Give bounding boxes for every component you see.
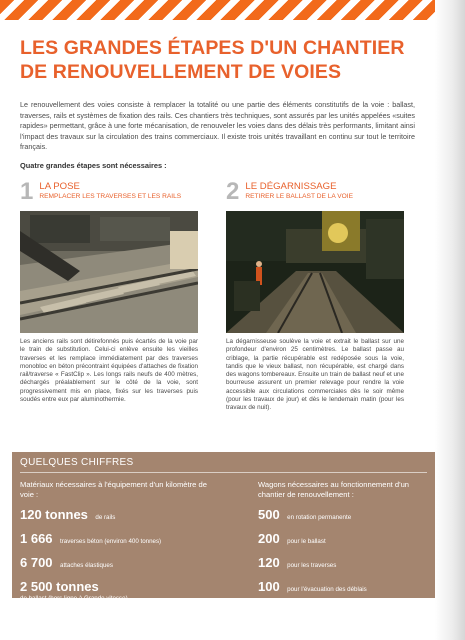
page-title-line-2: DE RENOUVELLEMENT DE VOIES xyxy=(20,61,342,83)
wagons-column xyxy=(258,480,428,626)
step-heading xyxy=(245,180,353,201)
step-title: LA POSE xyxy=(39,181,80,192)
figure-item xyxy=(20,578,220,602)
step-number: 1 xyxy=(20,178,34,205)
figure-label: de rails xyxy=(95,514,116,521)
figure-label: pour l'évacuation des déblais xyxy=(287,586,367,593)
figure-value: 500 xyxy=(258,507,280,522)
key-figures-divider xyxy=(20,472,427,473)
figure-item xyxy=(20,530,220,548)
figure-item xyxy=(20,554,220,572)
figure-item xyxy=(258,602,428,620)
step-title: LE DÉGARNISSAGE xyxy=(245,181,337,192)
page-edge-shadow xyxy=(435,0,465,640)
figure-value: 1 666 xyxy=(20,531,53,546)
figure-label: pour le ballast xyxy=(287,538,326,545)
figure-label: en rotation permanente xyxy=(287,514,352,521)
wagons-heading: Wagons nécessaires au fonctionnement d'un chantier de renouvellement : xyxy=(258,480,410,499)
figure-item xyxy=(258,554,428,572)
intro-paragraph: Le renouvellement des voies consiste à remplacer la totalité ou une partie des éléments constitutifs de la voie : ballast, traverses, rails et systèmes de fixation des rails. Ces chantiers très techniques, sont assurés par les unités appelées «suites rapides» permettant, grâce à une forte mécanisation, de renouveler les voies dans des délais très performants, limitant ainsi l'impact des travaux sur la circulation des trains commerciaux. Il existe trois unités travaillant en continu sur tout le territoire français. xyxy=(20,100,415,151)
figure-value: 100 xyxy=(258,579,280,594)
figure-value: 2 500 tonnes xyxy=(20,579,99,594)
step-header xyxy=(226,180,404,210)
step-caption: Les anciens rails sont détirefonnés puis écartés de la voie par le train de substitution. Celui-ci enlève ensuite les vieilles traverses et les remplace immédiatement par des traverses monobloc en béton précontraint équipées d'attaches de fixation rail/traverse « FastClip ». Les longs rails neufs de 400 mètres, déchargés préalablement sur le côté de la voie, sont progressivement mis en place, fixés sur les traverses puis soudés entre eux par aluminothermie. xyxy=(20,338,198,404)
figure-label: de ballast (hors ligne à Grande vitesse) xyxy=(20,595,128,602)
lead-text: Quatre grandes étapes sont nécessaires : xyxy=(20,161,167,170)
key-figures-title: QUELQUES CHIFFRES xyxy=(20,457,134,468)
key-figures-panel xyxy=(12,452,435,618)
figure-label: attaches élastiques xyxy=(60,562,113,569)
figure-value: 50 xyxy=(258,603,273,618)
figure-label: pour les traverses xyxy=(287,562,337,569)
figure-item xyxy=(258,506,428,524)
step-number: 2 xyxy=(226,178,240,205)
page-title xyxy=(20,36,420,84)
hazard-stripe-header xyxy=(0,0,435,20)
figure-label: traverses béton (environ 400 tonnes) xyxy=(60,538,162,545)
track-laying-photo xyxy=(20,211,198,333)
figure-value: 200 xyxy=(258,531,280,546)
figure-item xyxy=(258,578,428,596)
figure-value: 6 700 xyxy=(20,555,53,570)
step-subtitle: REMPLACER LES TRAVERSES ET LES RAILS xyxy=(39,193,182,200)
step-header xyxy=(20,180,198,210)
figure-value: 120 tonnes xyxy=(20,507,88,522)
step-pose xyxy=(20,180,198,404)
figure-label: pour l'évacuation des rails xyxy=(279,610,352,617)
materials-heading: Matériaux nécessaires à l'équipement d'un kilomètre de voie : xyxy=(20,480,207,499)
step-caption: La dégarnisseuse soulève la voie et extrait le ballast sur une profondeur d'environ 25 centimètres. Le ballast passe au criblage, la partie récupérable est redéposée sous la voie, tandis que le vieux ballast, non récupérable, est chargé dans des wagons tombereaux. Ensuite un train de ballast neuf et une bourreuse assurent un premier relevage pour rendre la voie accessible aux circulations commerciales dès le soir même (pour les travaux de jour) et dès le lendemain matin (pour les travaux de nuit). xyxy=(226,338,404,412)
ballast-cleaning-photo xyxy=(226,211,404,333)
materials-column xyxy=(20,480,220,608)
page-title-line-1: LES GRANDES ÉTAPES D'UN CHANTIER xyxy=(20,37,405,59)
figure-item xyxy=(258,530,428,548)
step-subtitle: RETIRER LE BALLAST DE LA VOIE xyxy=(245,193,353,200)
figure-item xyxy=(20,506,220,524)
step-degarnissage xyxy=(226,180,404,413)
step-heading xyxy=(39,180,181,201)
figure-value: 120 xyxy=(258,555,280,570)
